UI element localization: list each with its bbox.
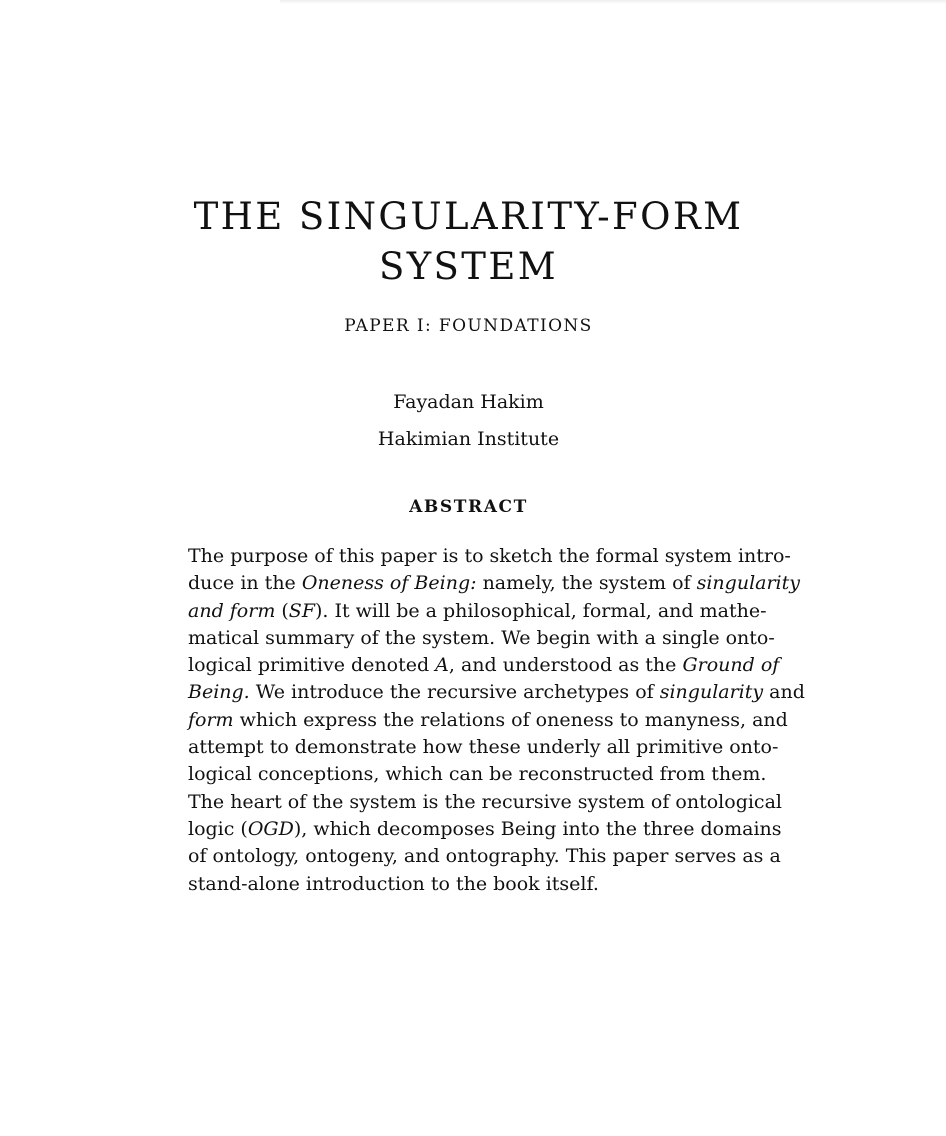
author-affiliation: Hakimian Institute <box>377 428 560 450</box>
abstract-body <box>188 543 805 898</box>
abstract-text: The heart of the system is the recursive system of ontological <box>188 790 782 813</box>
author-name: Fayadan Hakim <box>393 391 544 413</box>
abstract-line <box>188 761 767 788</box>
abstract-line <box>188 816 782 843</box>
abstract-line <box>188 789 782 816</box>
abstract-line <box>188 570 801 597</box>
paper-subtitle: PAPER I: FOUNDATIONS <box>344 316 593 336</box>
abstract-line <box>188 679 805 706</box>
abstract-text: We introduce the recursive archetypes of <box>249 681 660 704</box>
abstract-italic-text: Being. <box>188 681 250 704</box>
abstract-italic-text: and form <box>188 599 276 622</box>
abstract-text: ( <box>275 599 289 622</box>
abstract-text: matical summary of the system. We begin with a single onto- <box>188 626 775 649</box>
page-top-shadow <box>280 0 946 4</box>
abstract-text: logical conceptions, which can be reconstructed from them. <box>188 763 767 786</box>
abstract-text: logic ( <box>188 817 248 840</box>
abstract-italic-text: A <box>435 654 449 677</box>
abstract-text: which express the relations of oneness to manyness, and <box>233 708 788 731</box>
abstract-line <box>188 734 779 761</box>
abstract-italic-text: SF <box>288 599 315 622</box>
abstract-italic-text: form <box>188 708 234 731</box>
abstract-line <box>188 625 775 652</box>
abstract-line <box>188 707 788 734</box>
paper-title-line-2: SYSTEM <box>378 245 559 288</box>
abstract-text: logical primitive denoted <box>188 654 436 677</box>
abstract-italic-text: singularity <box>659 681 764 704</box>
abstract-italic-text: singularity <box>696 572 801 595</box>
abstract-italic-text: OGD <box>247 817 294 840</box>
abstract-text: namely, the system of <box>476 572 697 595</box>
abstract-text: of ontology, ontogeny, and ontography. This paper serves as a <box>188 845 781 868</box>
abstract-line <box>188 871 749 898</box>
abstract-italic-text: Ground of <box>682 654 780 677</box>
abstract-text: attempt to demonstrate how these underly all primitive onto- <box>188 736 779 759</box>
abstract-text: stand-alone introduction to the book itself. <box>188 872 599 895</box>
paper-title-line-1: THE SINGULARITY-FORM <box>193 195 744 238</box>
abstract-text: ). It will be a philosophical, formal, and mathe- <box>315 599 767 622</box>
abstract-line <box>188 543 791 570</box>
abstract-text: , and understood as the <box>448 654 683 677</box>
abstract-line <box>188 843 781 870</box>
abstract-line <box>188 652 780 679</box>
abstract-heading: ABSTRACT <box>409 497 528 517</box>
paper-title <box>188 192 749 292</box>
abstract-text: and <box>763 681 805 704</box>
abstract-text: ), which decomposes Being into the three domains <box>293 817 782 840</box>
abstract-italic-text: Oneness of Being: <box>301 572 477 595</box>
abstract-line <box>188 598 767 625</box>
abstract-text: The purpose of this paper is to sketch the formal system intro- <box>188 545 791 567</box>
abstract-text: duce in the <box>188 572 302 595</box>
